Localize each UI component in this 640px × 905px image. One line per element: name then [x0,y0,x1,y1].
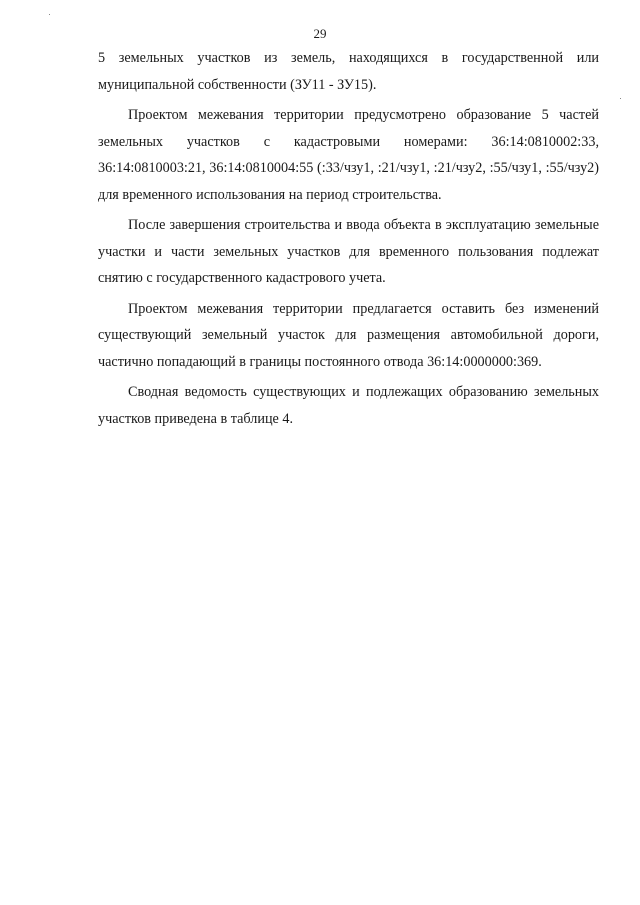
paragraph: После завершения строительства и ввода объекта в эксплуатацию земельные участки и части земельных участков для временного пользования подлежат снятию с государственного кадастрового учета. [98,217,599,286]
paragraph: Сводная ведомость существующих и подлежащих образованию земельных участков приведена в таблице 4. [98,384,599,427]
scan-artifact [620,98,621,99]
paragraph: Проектом межевания территории предлагается оставить без изменений существующий земельный участок для размещения автомобильной дороги, частично попадающий в границы постоянного отвода 36:14:0000000:369. [98,300,599,370]
paragraph: 5 земельных участков из земель, находящихся в государственной или муниципальной собственности (ЗУ11 - ЗУ15). [98,50,599,93]
paragraph: Проектом межевания территории предусмотрено образование 5 частей земельных участков с кадастровыми номерами: 36:14:0810002:33, 36:14:0810003:21, 36:14:0810004:55 (:33/чзу1, :21/чзу1, :21/чзу2, :55/чзу1, :55/чзу2) для временного использования на период строительства. [98,107,599,203]
document-body [98,45,599,436]
scan-artifact [49,14,50,15]
page-number: 29 [313,26,327,41]
